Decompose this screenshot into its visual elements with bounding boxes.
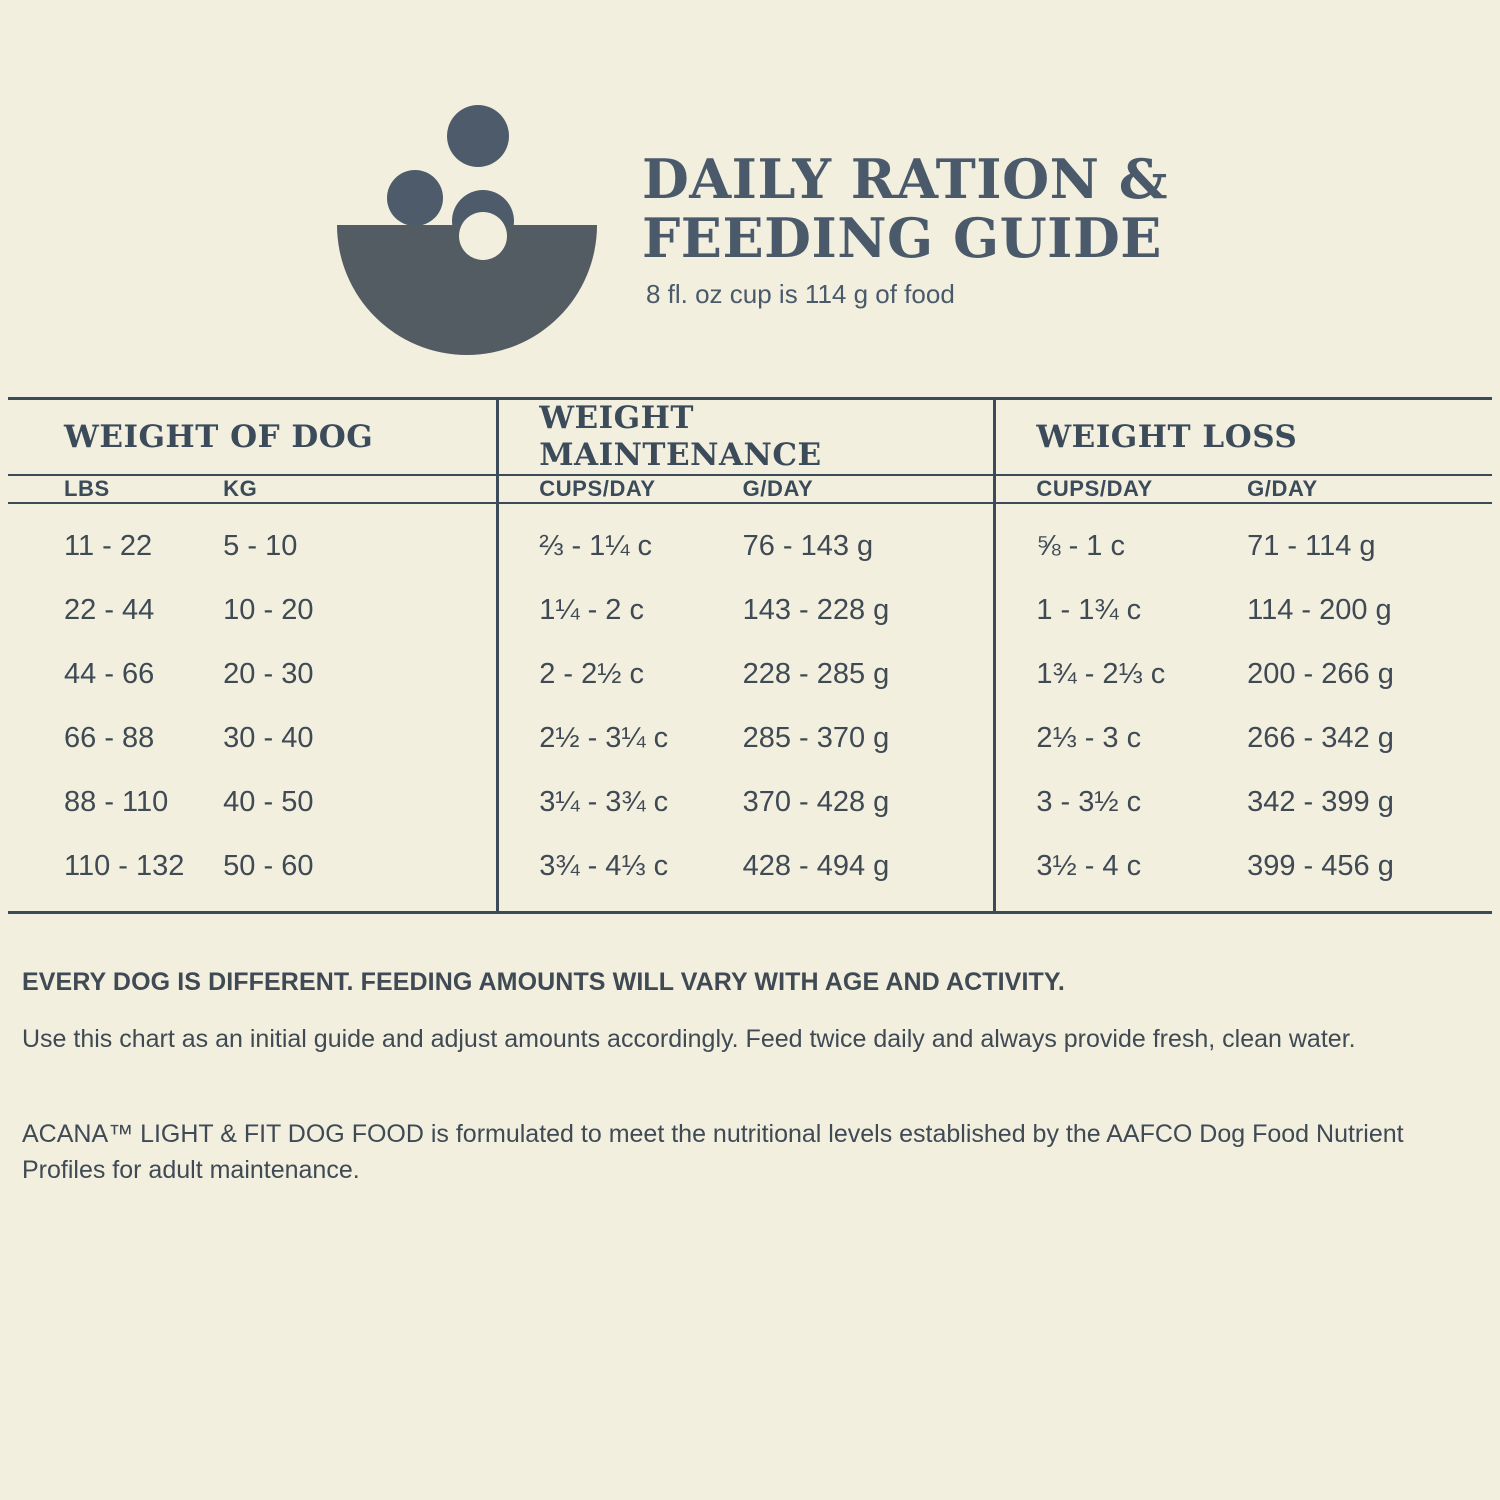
kibble-piece-icon (447, 105, 509, 167)
footer-note: Use this chart as an initial guide and adjust amounts accordingly. Feed twice daily and always provide fresh, clean water. (22, 1025, 1356, 1054)
bowl-notch (459, 212, 507, 260)
table-row (8, 503, 1492, 578)
table-row (8, 642, 1492, 706)
footer-note-bold: EVERY DOG IS DIFFERENT. FEEDING AMOUNTS WILL VARY WITH AGE AND ACTIVITY. (22, 968, 1065, 997)
cell-loss-cups: 2⅓ - 3 c (995, 706, 1247, 770)
cell-maintenance-grams: 370 - 428 g (742, 786, 890, 819)
cell-lbs: 11 - 22 (64, 530, 153, 563)
cell-maintenance-cups: 3¾ - 4⅓ c (498, 834, 743, 911)
cell-maintenance-grams: 228 - 285 g (742, 658, 890, 691)
kibble-piece-icon (387, 170, 443, 226)
column-header-loss-cups: CUPS/DAY (995, 475, 1247, 503)
cell-kg: 10 - 20 (223, 594, 314, 627)
table-row (8, 578, 1492, 642)
cell-maintenance-grams: 428 - 494 g (742, 850, 890, 883)
cell-lbs: 44 - 66 (64, 658, 155, 691)
group-header-weight-maintenance (498, 400, 995, 475)
dog-bowl-icon (332, 95, 602, 355)
cell-loss-grams: 342 - 399 g (1247, 786, 1394, 819)
group-header-weight-maintenance-line2: MAINTENANCE (539, 437, 822, 474)
group-header-weight-of-dog: WEIGHT OF DOG (8, 400, 498, 475)
cell-loss-grams: 399 - 456 g (1247, 850, 1394, 883)
cell-loss-cups: 3 - 3½ c (995, 770, 1247, 834)
cell-lbs: 66 - 88 (64, 722, 155, 755)
cell-loss-grams: 114 - 200 g (1247, 594, 1392, 627)
cell-lbs: 22 - 44 (64, 594, 155, 627)
column-header-maintenance-cups: CUPS/DAY (498, 475, 743, 503)
footer (22, 968, 1478, 1188)
table-sub-header-row (8, 475, 1492, 503)
cell-maintenance-grams: 76 - 143 g (742, 530, 874, 563)
group-header-weight-maintenance-line1: WEIGHT (539, 400, 694, 436)
table-row (8, 770, 1492, 834)
column-header-loss-grams: G/DAY (1247, 475, 1492, 503)
page-title-line1: DAILY RATION & (641, 147, 1169, 212)
table-group-header-row (8, 400, 1492, 475)
cell-loss-grams: 266 - 342 g (1247, 722, 1394, 755)
table-row (8, 834, 1492, 911)
cell-maintenance-cups: 1¼ - 2 c (498, 578, 743, 642)
cell-loss-cups: ⅝ - 1 c (995, 503, 1247, 578)
page-title (641, 147, 1169, 270)
cell-maintenance-cups: 2 - 2½ c (498, 642, 743, 706)
cell-loss-grams: 71 - 114 g (1247, 530, 1376, 563)
cell-maintenance-grams: 143 - 228 g (742, 594, 890, 627)
cell-maintenance-cups: 3¼ - 3¾ c (498, 770, 743, 834)
cell-loss-cups: 1 - 1¾ c (995, 578, 1247, 642)
table-body (8, 503, 1492, 911)
cell-lbs: 88 - 110 (64, 786, 169, 819)
column-header-maintenance-grams: G/DAY (743, 475, 995, 503)
cell-maintenance-cups: ⅔ - 1¼ c (498, 503, 743, 578)
column-header-kg: KG (223, 475, 498, 503)
group-header-weight-loss: WEIGHT LOSS (995, 400, 1492, 475)
cell-kg: 50 - 60 (223, 850, 314, 883)
cell-loss-cups: 3½ - 4 c (995, 834, 1247, 911)
cell-lbs: 110 - 132 (64, 850, 185, 883)
cell-kg: 20 - 30 (223, 658, 314, 691)
cell-loss-cups: 1¾ - 2⅓ c (995, 642, 1247, 706)
feeding-table-wrapper (8, 397, 1492, 914)
table-row (8, 706, 1492, 770)
header (0, 0, 1500, 355)
cell-kg: 30 - 40 (223, 722, 314, 755)
page-subtitle: 8 fl. oz cup is 114 g of food (645, 278, 955, 309)
footer-formulation-statement: ACANA™ LIGHT & FIT DOG FOOD is formulated to meet the nutritional levels established by the AAFCO Dog Food Nutrient Profiles for adult maintenance. (22, 1119, 1404, 1184)
page-title-line2: FEEDING GUIDE (641, 205, 1162, 270)
title-block (642, 140, 1168, 310)
column-header-lbs: LBS (8, 475, 223, 503)
cell-maintenance-cups: 2½ - 3¼ c (498, 706, 743, 770)
cell-maintenance-grams: 285 - 370 g (742, 722, 890, 755)
cell-loss-grams: 200 - 266 g (1247, 658, 1394, 691)
cell-kg: 40 - 50 (223, 786, 314, 819)
feeding-table (8, 400, 1492, 911)
cell-kg: 5 - 10 (223, 530, 298, 563)
